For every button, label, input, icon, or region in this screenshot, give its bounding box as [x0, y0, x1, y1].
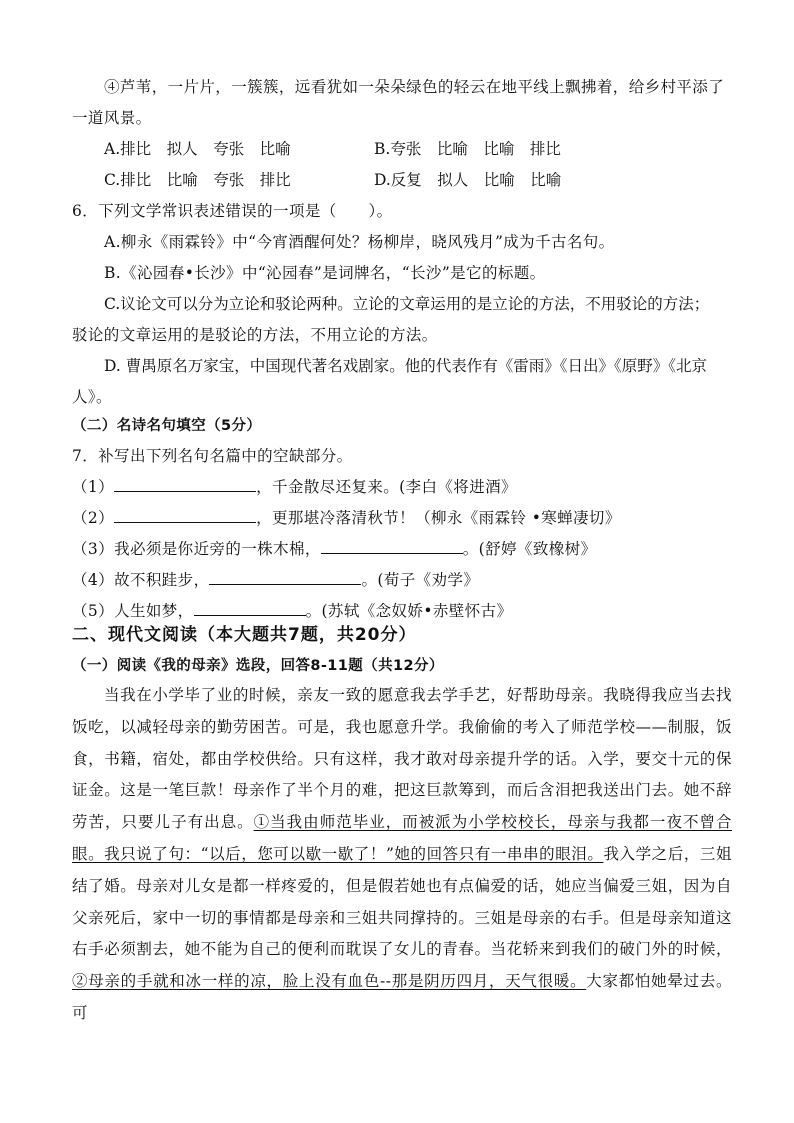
q7-blank-4[interactable]: [209, 570, 361, 585]
q6-option-d-line2: 人》。: [72, 388, 112, 406]
q7-item-2: [72, 508, 621, 528]
q7-item-num: （5）: [72, 602, 115, 620]
q6-option-c-line2: 驳论的文章运用的是驳论的方法，不用立论的方法。: [72, 326, 438, 344]
q7-blank-5[interactable]: [194, 601, 306, 616]
q7-item-text-before: 故不积跬步，: [114, 571, 210, 589]
q6-option-b: B.《沁园春•长沙》中“沁园春”是词牌名，“长沙”是它的标题。: [104, 264, 546, 282]
q7-blank-2[interactable]: [114, 508, 256, 523]
q7-stem: 7．补写出下列名句名篇中的空缺部分。: [72, 447, 353, 465]
q6-stem: 6．下列文学常识表述错误的一项是（ ）。: [72, 202, 393, 220]
q7-item-num: （3）: [72, 540, 115, 558]
q7-item-num: （1）: [72, 478, 115, 496]
reading-subheading: （一）阅读《我的母亲》选段，回答8-11题（共12分）: [72, 658, 444, 674]
q5-item4-line2: 一道风景。: [72, 109, 152, 127]
q7-blank-3[interactable]: [321, 539, 463, 554]
q7-item-text-before: 人生如梦，: [114, 602, 194, 620]
q6-option-a: A.柳永《雨霖铃》中“今宵酒醒何处？杨柳岸，晓风残月”成为千古名句。: [104, 233, 615, 251]
poetry-section-heading: （二）名诗名句填空（5分）: [72, 418, 262, 434]
q7-item-text: 。(荀子《劝学》: [361, 571, 480, 589]
q7-item-text: ，更那堪冷落清秋节！（柳永《雨霖铃 •寒蝉凄切》: [256, 509, 621, 527]
q7-item-text: 。(舒婷《致橡树》: [462, 540, 597, 558]
q7-item-num: （4）: [72, 571, 115, 589]
q7-item-1: [72, 477, 517, 497]
underlined-sentence-2: ②母亲的手就和冰一样的凉，脸上没有血色--那是阴历四月，天气很暖。: [72, 972, 587, 991]
passage-text: 大家都怕她晕过去。可: [72, 972, 732, 1022]
passage-text: 当我在小学毕了业的时候，亲友一致的愿意我去学手艺，好帮助母亲。我晓得我应当去找饭吃，以减轻母亲的勤劳困苦。可是，我也愿意升学。我偷偷的考入了师范学校——制服，饭食，书籍，宿处，都由学校供给。只有这样，我才敢对母亲提升学的话。入学，要交十元的保证金。这是一笔巨款！母亲作了半个月的难，把这巨款筹到，而后含泪把我送出门去。她不辞劳苦，只要儿子有出息。: [72, 686, 732, 832]
q7-blank-1[interactable]: [114, 477, 256, 492]
q5-option-b: B.夸张 比喻 比喻 排比: [374, 140, 561, 158]
q5-option-c: C.排比 比喻 夸张 排比: [104, 171, 291, 189]
reading-section-heading: 二、现代文阅读（本大题共7题，共20分）: [72, 625, 417, 645]
q6-option-c-line1: C.议论文可以分为立论和驳论两种。立论的文章运用的是立论的方法，不用驳论的方法；: [104, 295, 710, 313]
q6-option-d-line1: D. 曹禺原名万家宝，中国现代著名戏剧家。他的代表作有《雷雨》《日出》《原野》《北京: [104, 357, 707, 375]
q5-option-d: D.反复 拟人 比喻 比喻: [374, 171, 562, 189]
q5-option-a: A.排比 拟人 夸张 比喻: [104, 140, 291, 158]
q7-item-3: [72, 539, 596, 559]
q7-item-num: （2）: [72, 509, 115, 527]
q7-item-text: 。(苏轼《念奴娇•赤壁怀古》: [305, 602, 513, 620]
underlined-sentence-1: ①当我由师范毕业，而被派为小学校校长，母亲与我都一夜不曾合眼。我只说了句：“以后，您可以歇一歇了！”她的回答只有一串串的眼泪。: [72, 813, 732, 863]
q7-item-4: [72, 570, 479, 590]
q7-item-text-before: 我必须是你近旁的一株木棉，: [114, 540, 321, 558]
reading-passage: [72, 680, 732, 1030]
q7-item-text: ，千金散尽还复来。(李白《将进酒》: [256, 478, 517, 496]
passage-text: 我入学之后，三姐结了婚。母亲对儿女是都一样疼爱的，但是假若她也有点偏爱的话，她应当偏爱三姐，因为自父亲死后，家中一切的事情都是母亲和三姐共同撑持的。三姐是母亲的右手。但是母亲知道这右手必须割去，她不能为自己的便利而耽误了女儿的青春。当花轿来到我们的破门外的时候，: [72, 844, 732, 959]
q5-item4-line1: ④芦苇，一片片，一簇簇，远看犹如一朵朵绿色的轻云在地平线上飘拂着，给乡村平添了: [104, 78, 725, 96]
q7-item-5: [72, 601, 512, 621]
